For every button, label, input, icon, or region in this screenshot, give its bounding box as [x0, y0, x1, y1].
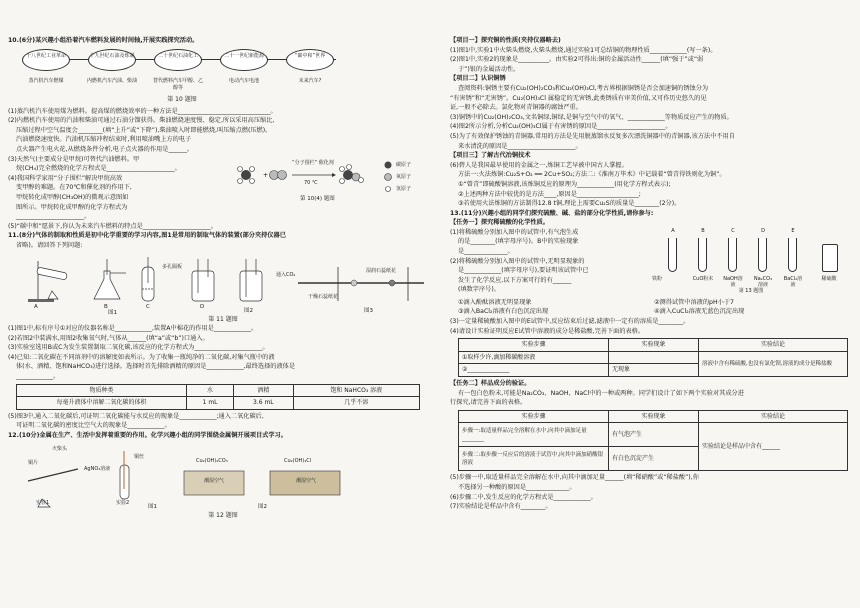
q12-fig2-label: 图2 [258, 503, 267, 510]
hydrogen-atom [250, 178, 255, 183]
project3-line: 方法一:火法炼铜:Cu₂S+O₂ ══ 2Cu+SO₂;方法二:《淮南万毕术》中记载着“曾青得铁则化为铜”。 [458, 171, 726, 179]
q10-micro-diagram [230, 155, 430, 205]
project1-line: (1)图1中,实验1中火柴头燃烧,火柴头燃烧,通过实验1可总结铜的物理性质____________(写一条)。 [450, 46, 717, 54]
q10-line: 点火器产生电火花,从燃烧条件分析,电子点火器的作用是______。 [16, 145, 194, 153]
table-header: 实验结论 [699, 339, 848, 352]
q12-svg [8, 441, 438, 511]
tube-d-label: Na₂CO₃溶液 [753, 275, 773, 288]
test-tube-a [37, 267, 68, 280]
era-1: 十八世纪工业革命 [22, 49, 70, 71]
tube-e [788, 238, 797, 272]
table-cell: ②______________ [459, 364, 609, 377]
task1-line: (4)请设计实验证明反应E试管中溶液的成分是稀盐酸,完善下面的表格。 [450, 327, 645, 335]
hydrogen-atom [347, 164, 352, 169]
q11-title-2: 省略)。请回答下列问题: [16, 241, 83, 249]
flask-b [94, 271, 120, 299]
table-row [459, 423, 848, 447]
table-conclusion-cell: 溶液中含有稀硫酸,也没有氯化钡,溶液的成分是稀盐酸 [699, 351, 848, 376]
q11-line: (3)实验室选用B或C为发生装置制取二氧化碳,该反应的化学方程式为______________________。 [8, 344, 269, 352]
q11-solubility-table [16, 384, 420, 410]
table-cell [609, 351, 699, 364]
q10-line: (5)“碳中和”愿景下,你认为未来汽车燃料的特点是______________________。 [8, 222, 217, 230]
era-5: “碳中和”世界 [286, 49, 334, 71]
option-1: ①滴入酚酞溶液无明显现象 [458, 298, 532, 306]
table-cell: 3.6 mL [234, 397, 293, 410]
option-2: ②测得试管中溶液的pH小于7 [654, 298, 734, 306]
plus-sign: + [263, 171, 269, 179]
hydrogen-atom [238, 166, 243, 171]
alcohol-lamp [48, 291, 58, 299]
q12-fig-caption: 第 12 题图 [208, 511, 238, 519]
hydrogen-atom [340, 178, 345, 183]
q11-line: (2)若图2中装满水,用图2收集氧气时,气体从______(填“a”或“b”)口通入。 [8, 334, 209, 342]
task1-line: (3)一定量稀硫酸加入图中的E试管中,反应结束后过滤,滤液中一定有的溶质是________。 [450, 318, 690, 326]
q11-fig-caption: 第 11 题图 [208, 315, 238, 323]
q10-timeline [22, 47, 342, 105]
tube-a-label: 铁粉 [651, 275, 662, 282]
q11-apparatus-svg [8, 253, 438, 315]
q10-line: ______________________。 [16, 213, 91, 221]
hydrogen-atom [250, 166, 255, 171]
project2-line: 来水清洗的原因是______________________。 [458, 142, 582, 150]
q10-line: 压缩过程中空气温度会________(填“上升”或“下降”),柴油喷入时即能燃烧,叫压缩点燃(压燃)。 [16, 126, 272, 134]
q13-test-tubes [646, 228, 854, 298]
q10-line: (1)蒸汽机汽车使用煤为燃料。提高煤的燃烧效率的一种方法是______________________________。 [8, 107, 277, 115]
table-cell: 步骤一:取适量样品完全溶解在水中,向其中滴加足量________ [459, 423, 609, 447]
table-cell: 1 mL [187, 397, 234, 410]
copper-sheet-label: 铜片 [28, 459, 39, 466]
project2-line: 查阅资料:铜锈主要有Cu₂(OH)₂CO₃和Cu₂(OH)₃Cl,考古界根据铜锈是否会加速铜的锈蚀分为 [458, 84, 709, 92]
project2-line: (5)为了有效保护锈蚀的青铜器,常用的方法是先用脱蒸馏水反复多次漂洗铜器中的青铜器,该方法中不用自 [450, 132, 735, 140]
humid-air-label: 潮湿空气 [204, 477, 225, 484]
fuel-3: 替代燃料汽车甲醇、乙醇等 [152, 77, 203, 91]
q10-line: 甲烷转化成甲醇(CH₃OH)的微观示意图如 [16, 193, 129, 201]
legend-oxygen-label: 氧原子 [396, 173, 412, 180]
tube-d [758, 238, 767, 272]
dry-flower-label: 干燥石蕊纸花 [308, 293, 339, 300]
fig3-label: 图3 [364, 307, 373, 314]
wet-flower-label: 湿润石蕊纸花 [366, 267, 397, 274]
table-cell: 每毫升液体中溶解二氧化碳的体积 [17, 397, 187, 410]
legend-carbon [385, 161, 392, 168]
task1-line: 发生了化学反应,以下方案可行的有______ [458, 276, 572, 284]
fuel-2: 内燃机汽车汽油、柴油 [86, 77, 137, 84]
task1-title: 【任务一】探究稀硫酸的化学性质。 [450, 219, 549, 227]
task2-table [458, 410, 848, 472]
tube-c-label: NaOH溶液 [723, 275, 743, 288]
project1-title: 【项目一】探究铜的性质(夹持仪器略去) [450, 37, 561, 44]
micro-catalyst-label: “分子围栏” 催化剂 [292, 159, 334, 166]
fuel-1: 蒸汽机汽车燃煤 [28, 77, 64, 84]
table-header: 水 [187, 384, 234, 397]
q11-line: ____________。 [16, 373, 60, 381]
acid-bottle-label: 稀硫酸 [821, 275, 837, 282]
table-cell: 无现象 [609, 364, 699, 377]
project2-title: 【项目二】认识铜锈 [450, 75, 506, 83]
q11-figures [8, 253, 438, 315]
tube-b-letter: B [701, 227, 705, 234]
options-row-2 [450, 307, 854, 317]
project3-title: 【项目三】了解古代冶铜技术 [450, 152, 531, 160]
porous-plate-label: 多孔隔板 [162, 263, 183, 270]
era-2: 十九世纪石油及炼制 [88, 49, 136, 71]
table-header: 实验现象 [609, 339, 699, 352]
hydrogen-atom [340, 166, 345, 171]
q11-line: 可证明二氧化碳的密度比空气大的现象是____________。 [16, 422, 171, 430]
legend-carbon-label: 碳原子 [396, 161, 412, 168]
bottle-fig2 [240, 271, 262, 301]
stand-base [28, 299, 54, 302]
table-header: 实验现象 [609, 410, 699, 423]
bottle-d [192, 271, 214, 301]
q10-line: (2)内燃机汽车使用的汽油和柴油可通过石油分馏获得。柴油燃烧速度慢、稳定,所以采用高压缩比, [8, 117, 275, 125]
label-d: D [200, 303, 205, 310]
table-cell: 几乎不溶 [293, 397, 419, 410]
project1-line: 于”)银的金属活动性。 [458, 65, 520, 73]
task1-line: (2)将稀硫酸分别加入图中的试管中,无明显现象的 [450, 257, 585, 265]
q10-fig-caption: 第 10 题图 [167, 95, 197, 103]
task1-line: 的是________(填字母序号)。B中的实验现象 [458, 238, 579, 246]
q10-line: (3)天然气(主要成分是甲烷)可替代汽油燃料。甲 [8, 155, 140, 163]
tube-d-letter: D [761, 227, 765, 234]
fig1-label: 图1 [108, 309, 117, 316]
exp1-label: 实验1 [36, 499, 50, 506]
option-4: ④滴入CuCl₂溶液无蓝色沉淀出现 [654, 308, 745, 316]
task1-line: (1)将稀硫酸分别加入图中的试管中,有气泡生成 [450, 228, 579, 236]
task1-table [458, 338, 848, 377]
legend-oxygen [385, 173, 392, 180]
fig2-label: 图2 [244, 307, 253, 314]
q11-line: (4)已知:二氧化碳在不同溶剂中的溶解度如表所示。为了收集一瓶纯净的二氧化碳,对集气瓶中的液 [8, 353, 275, 361]
q10-line: 汽油燃烧速度快。汽油机压缩冲程结束时,利用喷油嘴上方的电子 [16, 136, 192, 144]
dry-litmus-flower [351, 280, 357, 286]
task2-line: 行探究,请完善下面的表格。 [450, 399, 527, 407]
legend-hydrogen-label: 氢原子 [396, 185, 412, 192]
oxygen-atom [270, 170, 279, 179]
fuel-5: 未来汽车? [298, 77, 322, 84]
table-cell: ①取样少许,滴加稀碳酸溶液 [459, 351, 609, 364]
table-header-row [17, 384, 420, 397]
table-header: 实验步骤 [459, 410, 609, 423]
fuel-4: 电动汽车电池 [228, 77, 259, 84]
hydrogen-atom [238, 178, 243, 183]
q11-line: 体(水、酒精、饱和NaHCO₃)进行选择。选择时首先排除酒精的原因是____________,最终选择的液体是 [16, 363, 296, 371]
q11-title: 11.(8分)气体的制取和性质是初中化学重要的学习内容,图1是常用的制取气体的装置(部分夹持仪器已 [8, 232, 286, 240]
q11-line: (5)图3中,通入二氧化碳后,可证明二氧化碳能与水反应的现象是____________;通入二氧化碳后, [8, 412, 264, 420]
project2-line: (3)铜锈中的Cu₂(OH)₂CO₃,文名铜绿,铜绿,是铜与空气中的氧气、____________等物质反应产生的物质。 [450, 113, 733, 121]
q12-figures [8, 441, 438, 511]
task1-line: 是____________(填字母序号),要证明该试管中已 [458, 267, 589, 275]
task1-text [450, 228, 640, 295]
tube-e-label: BaCl₂溶液 [783, 275, 803, 288]
q11-line: (1)图1中,标有序号①对应的仪器名称是____________,装置A中棉花的作用是____________。 [8, 325, 258, 333]
table-header: 物质种类 [17, 384, 187, 397]
table-row [459, 351, 848, 364]
table-cell: 步骤二:取步骤一反应后的溶液于试管中,向其中滴加硝酸银溶液 [459, 447, 609, 471]
match-head-label: 火柴头 [52, 445, 68, 452]
label-b: B [104, 303, 108, 310]
options-row-1 [450, 298, 854, 308]
option-3: ③滴入BaCl₂溶液有白色沉淀出现 [458, 308, 549, 316]
copper-wire-label: 铜丝 [134, 453, 145, 460]
table-header: 酒精 [234, 384, 293, 397]
project3-line: ③若使用火法炼铜的方法制得12.8 t铜,理论上需要Cu₂S的质量是________(2分)。 [458, 200, 681, 208]
era-4: 二十一世纪新能源 [220, 49, 268, 71]
q10-line: 烷(CH₄)完全燃烧的化学方程式是______________________。 [16, 165, 181, 173]
q12-title: 12.(10分)金属在生产、生活中发挥着重要的作用。化学兴趣小组的同学围绕金属铜开展项目式学习。 [8, 432, 287, 440]
q10-line: 变甲醇的难题。在70℃和催化剂的作用下, [16, 184, 132, 192]
tube-b-label: CuO粉末 [692, 275, 714, 282]
tube-e-letter: E [791, 227, 795, 234]
task2-line: 不选择另一种酸的原因是______________。 [458, 484, 576, 491]
project2-line: “有害锈”和“无害锈”。Cu₂(OH)₃Cl 属稳定的无害锈,此类锈质有审美价值,又可作历史悠久的见 [450, 94, 707, 102]
project3-line: ①“曾青”即硫酸铜溶液,该炼铜反应的原理为____________(用化学方程式表示); [458, 180, 671, 188]
co2-inlet-label: 通入CO₂ [276, 271, 296, 278]
table-header: 饱和 NaHCO₃ 溶液 [293, 384, 419, 397]
arrow-head-icon [332, 173, 336, 177]
table-header: 实验步骤 [459, 339, 609, 352]
legend-hydrogen [386, 186, 391, 191]
label-a: A [34, 303, 38, 310]
dilute-acid-bottle [822, 244, 838, 272]
tube-a-letter: A [671, 227, 675, 234]
table-header-row [459, 410, 848, 423]
q13-fig-caption: 第 13 题图 [738, 287, 764, 294]
task1-block [450, 228, 854, 298]
project3-line: (6)碧人是我国最早使用的金属之一,炼铜工艺早被中国古人掌握。 [450, 161, 628, 169]
table-conclusion-cell: 实验结论是样品中含有______ [699, 423, 848, 471]
copper-sheet [28, 469, 78, 481]
tube-a [668, 238, 677, 272]
table-header-row [459, 339, 848, 352]
task2-line: (6)步骤二中,发生反应的化学方程式是____________。 [450, 493, 597, 501]
tube-c [728, 238, 737, 272]
table-cell: 有气泡产生 [609, 423, 699, 447]
humid-air-label-2: 潮湿空气 [296, 477, 317, 484]
task2-line: (5)步骤一中,取适量样品完全溶解在水中,向其中滴加足量______(填“稀硝酸”或“稀盐酸”),你 [450, 474, 699, 482]
micro-condition: 70 ℃ [304, 179, 318, 186]
project2-line: (4)图2所示分析,分析Cu₂(OH)₃Cl属于有害锈的原因是______________________。 [450, 123, 672, 131]
task2-title: 【任务二】样品成分的验证。 [450, 380, 531, 388]
table-row [17, 397, 420, 410]
micro-fig-caption: 第 10(4) 题图 [300, 195, 335, 202]
exp2-label: 实验2 [116, 499, 130, 506]
task1-line: 是______________。 [458, 248, 514, 256]
label-c: C [146, 303, 150, 310]
task2-line: (7)实验结论是样品中含有________。 [450, 503, 552, 511]
project2-line: 证,一般不必除去。氯化物对青铜器的腐蚀严重。 [450, 104, 582, 112]
q10-line: (4)我国科学家用“分子围栏”解决甲烷高效 [8, 174, 123, 182]
wet-litmus-flower [389, 280, 395, 286]
project3-line: ②上述两种方法中较优的是方法____,原因是____________________; [458, 190, 641, 198]
right-column [450, 36, 854, 512]
hydrogen-atom [359, 177, 364, 182]
oxygen-atom [278, 170, 287, 179]
era-3: 二十世纪石油化工 [154, 49, 202, 71]
carbon-atom [343, 170, 353, 180]
rust-2-label: Cu₂(OH)₃Cl [284, 457, 312, 464]
tube-c-letter: C [731, 227, 735, 234]
table-cell: 有白色沉淀产生 [609, 447, 699, 471]
tube-b [698, 238, 707, 272]
left-column [8, 36, 438, 520]
q12-fig1-label: 图1 [148, 503, 157, 510]
q10-line: 图所示。甲烷转化成甲醇的化学方程式为 [16, 203, 128, 211]
task2-line: 有一包白色粉末,可能是Na₂CO₃、NaOH、NaCl中的一种或两种。同学们设计了如下两个实验对其成分进 [458, 389, 744, 397]
task1-line: (填数字序号)。 [458, 286, 500, 294]
carbon-atom [241, 170, 251, 180]
table-header: 实验结论 [699, 410, 848, 423]
q13-title: 13.(11分)兴趣小组的同学们探究硫酸、碱、盐的部分化学性质,请你参与: [450, 209, 654, 217]
q10-title: 10.(6分)某兴趣小组沿着汽车燃料发展的时间轴,开展实践探究活动。 [8, 37, 199, 44]
project1-line: (2)图1中,实验2的现象是__________。由实验2可得出:铜的金属活动性______(填“强于”或“弱 [450, 56, 704, 64]
agno3-label: AgNO₃溶液 [84, 465, 111, 472]
rust-1-label: Cu₂(OH)₂CO₃ [196, 457, 228, 464]
